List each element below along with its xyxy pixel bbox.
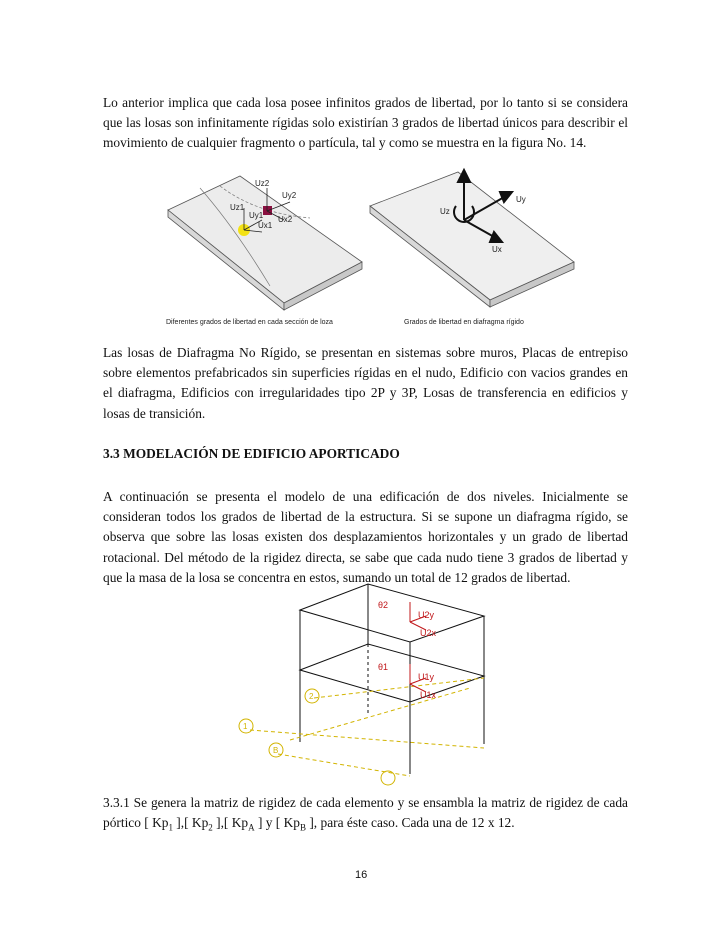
right-caption: Grados de libertad en diafragma rígido bbox=[404, 319, 524, 326]
label-u2y: U2y bbox=[418, 610, 435, 620]
label-uy2: Uy2 bbox=[282, 191, 297, 200]
p4-prefix: 3.3.1 Se genera la matriz de rigidez de cada elemento y se ensambla la matriz de rigidez de cada pórtico [ Kp bbox=[103, 795, 628, 831]
label-ux2: Ux2 bbox=[278, 215, 293, 224]
label-theta2: θ2 bbox=[378, 600, 389, 610]
paragraph-non-rigid: Las losas de Diafragma No Rígido, se presentan en sistemas sobre muros, Placas de entrepiso sobre elementos prefabricados sin superficies rígidas en el nudo, Edificio con vacios grandes en el diafragma, Edificios con irregularidades tipo 2P y 3P, Losas de transferencia en edificios y losas de transición. bbox=[103, 345, 628, 421]
p4-mid-3: ] y [ Kp bbox=[254, 815, 300, 831]
p4-mid-1: ],[ Kp bbox=[172, 815, 209, 831]
paragraph-intro: Lo anterior implica que cada losa posee infinitos grados de libertad, por lo tanto si se considera que las losas son infinitamente rígidas solo existirían 3 grados de libertad únicos para describir el movimiento de cualquier fragmento o partícula, tal y como se muestra en la figura No. 14. bbox=[103, 95, 628, 151]
label-u2x: U2x bbox=[420, 628, 437, 638]
label-uy1: Uy1 bbox=[249, 211, 264, 220]
label-uy: Uy bbox=[516, 195, 526, 204]
label-theta1: θ1 bbox=[378, 662, 389, 672]
axis-label-b: B bbox=[273, 746, 279, 755]
p4-suffix: ], para éste caso. Cada una de 12 x 12. bbox=[306, 815, 515, 831]
label-uz2: Uz2 bbox=[255, 179, 270, 188]
sub-1: 1 bbox=[168, 822, 173, 833]
left-slab bbox=[168, 176, 362, 310]
label-ux: Ux bbox=[492, 245, 502, 254]
label-uz: Uz bbox=[440, 207, 450, 216]
label-u1y: U1y bbox=[418, 672, 435, 682]
label-u1x: U1x bbox=[420, 690, 437, 700]
label-ux1: Ux1 bbox=[258, 221, 273, 230]
axis-grid bbox=[250, 678, 484, 776]
page-number: 16 bbox=[355, 869, 368, 881]
axis-label-1: 1 bbox=[243, 722, 248, 731]
axis-label-2: 2 bbox=[309, 692, 314, 701]
paragraph-stiffness bbox=[103, 793, 628, 838]
sub-2: 2 bbox=[208, 822, 213, 833]
axis-markers bbox=[239, 689, 395, 785]
label-uz1: Uz1 bbox=[230, 203, 245, 212]
right-slab bbox=[370, 172, 574, 307]
sub-a: A bbox=[248, 822, 255, 833]
section-heading: 3.3 MODELACIÓN DE EDIFICIO APORTICADO bbox=[103, 446, 400, 461]
p4-mid-2: ],[ Kp bbox=[212, 815, 249, 831]
left-caption: Diferentes grados de libertad en cada sección de loza bbox=[166, 319, 333, 326]
sub-b: B bbox=[299, 822, 306, 833]
figure-building-frame bbox=[230, 578, 500, 788]
paragraph-model: A continuación se presenta el modelo de una edificación de dos niveles. Inicialmente se consideran todos los grados de libertad de la estructura. Si se supone un diafragma rígido, se observa que sobre las losas existen dos desplazamientos horizontales y un grado de libertad rotacional. Del método de la rigidez directa, se sabe que cada nudo tiene 3 grados de libertad y que la masa de la losa se concentra en estos, sumando un total de 12 grados de libertad. bbox=[103, 489, 628, 585]
figure-14-slabs bbox=[160, 158, 580, 330]
